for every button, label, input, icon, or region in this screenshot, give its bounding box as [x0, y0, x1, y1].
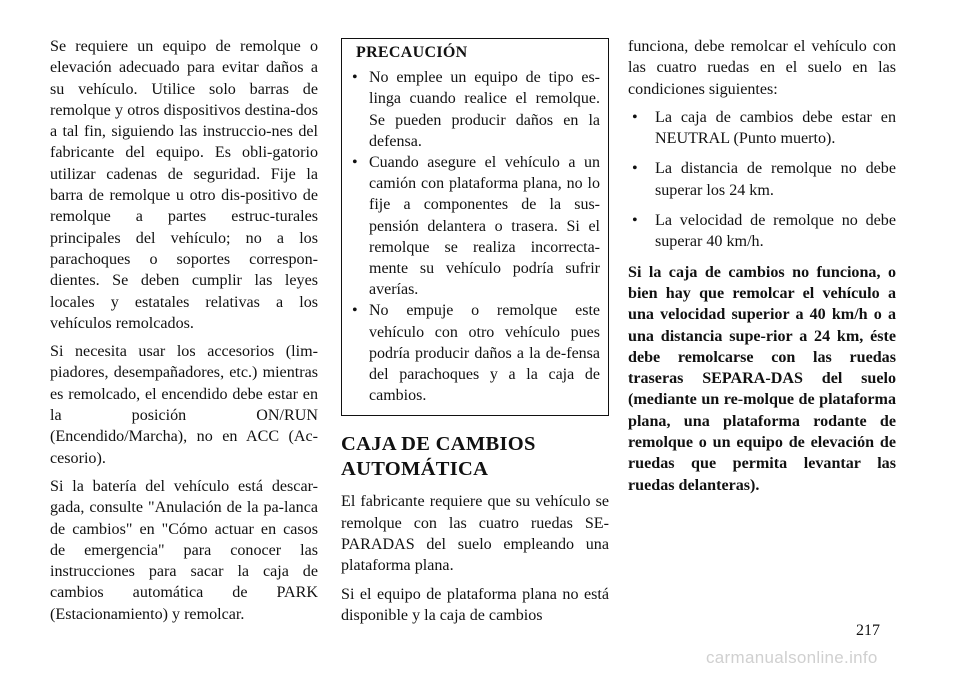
towing-equipment-paragraph: Se requiere un equipo de remolque o elevación adecuado para evitar daños a su vehículo. Utilice solo barras de remolque y otros dispositivos destina-dos a tal fin, siguiendo las instruccio-nes del fabricante del equipo. Es obli-gatorio utilizar cadenas de seguridad. Fije la barra de remolque u otro dis-positivo de remolque a partes estruc-turales principales del vehículo; no a los parachoques o soportes correspon-dientes. Se deben cumplir las leyes locales y estatales relativas a los vehículos remolcados. [50, 38, 318, 332]
conditions-intro-paragraph: funciona, debe remolcar el vehículo con las cuatro ruedas en el suelo en las condiciones siguientes: [628, 38, 896, 98]
warning-bold-paragraph: Si la caja de cambios no funciona, o bien hay que remolcar el vehículo a una velocidad superior a 40 km/h o a una distancia supe-rior a 24 km, éste debe remolcarse con las ruedas traseras SEPARA-DAS del suelo (mediante un re-molque de plataforma plana, una plataforma rodante de remolque o un equipo de elevación de ruedas que permita levantar las ruedas delanteras). [628, 263, 896, 494]
bullet-icon: • [352, 69, 358, 87]
battery-paragraph: Si la batería del vehículo está descar-gada, consulte "Anulación de la pa-lanca de cambios" en "Cómo actuar en casos de emergencia" para conocer las instrucciones para sacar la caja de cambios automática de PARK (Estacionamiento) y remolcar. [50, 477, 318, 623]
caution-item [352, 67, 600, 152]
bullet-icon: • [632, 108, 638, 126]
caution-item-text: No empuje o remolque este vehículo con otro vehículo pues podría producir daños a la de-fensa del parachoques y a la caja de cambios. [369, 302, 600, 405]
right-column [628, 36, 896, 503]
left-column [50, 36, 318, 632]
section-heading-line1: CAJA DE CAMBIOS [341, 433, 536, 456]
page-number: 217 [856, 622, 880, 639]
caution-list [352, 67, 600, 406]
no-flatbed-paragraph: Si el equipo de plataforma plana no está disponible y la caja de cambios [341, 585, 609, 624]
watermark: carmanualsonline.info [706, 648, 878, 667]
condition-item-text: La velocidad de remolque no debe superar 40 km/h. [655, 212, 896, 251]
bullet-icon: • [352, 154, 358, 172]
condition-item [628, 107, 896, 150]
bullet-icon: • [352, 302, 358, 320]
caution-item [352, 152, 600, 300]
section-heading-line2: AUTOMÁTICA [341, 458, 489, 481]
caution-item [352, 300, 600, 406]
accessories-paragraph: Si necesita usar los accesorios (lim-piadores, desempañadores, etc.) mientras es remolcado, el encendido debe estar en la posición ON/RUN (Encendido/Marcha), no en ACC (Ac-cesorio). [50, 343, 318, 467]
caution-box [341, 38, 609, 416]
caution-item-text: Cuando asegure el vehículo a un camión con plataforma plana, no lo fije a componentes de la sus-pensión delantera o trasera. Si el remolque se realiza incorrecta-mente su vehículo podría sufrir averías. [369, 154, 600, 299]
bullet-icon: • [632, 212, 638, 230]
condition-item [628, 158, 896, 201]
flatbed-paragraph: El fabricante requiere que su vehículo se remolque con las cuatro ruedas SE-PARADAS del suelo empleando una plataforma plana. [341, 493, 609, 575]
middle-column [341, 36, 609, 633]
condition-item-text: La distancia de remolque no debe superar los 24 km. [655, 160, 896, 199]
caution-title: PRECAUCIÓN [356, 44, 468, 61]
caution-item-text: No emplee un equipo de tipo es-linga cuando realice el remolque. Se pueden producir daños en la defensa. [369, 69, 600, 150]
bullet-icon: • [632, 160, 638, 178]
conditions-list [628, 107, 896, 253]
condition-item-text: La caja de cambios debe estar en NEUTRAL (Punto muerto). [655, 108, 896, 148]
section-heading [341, 432, 609, 482]
condition-item [628, 210, 896, 253]
